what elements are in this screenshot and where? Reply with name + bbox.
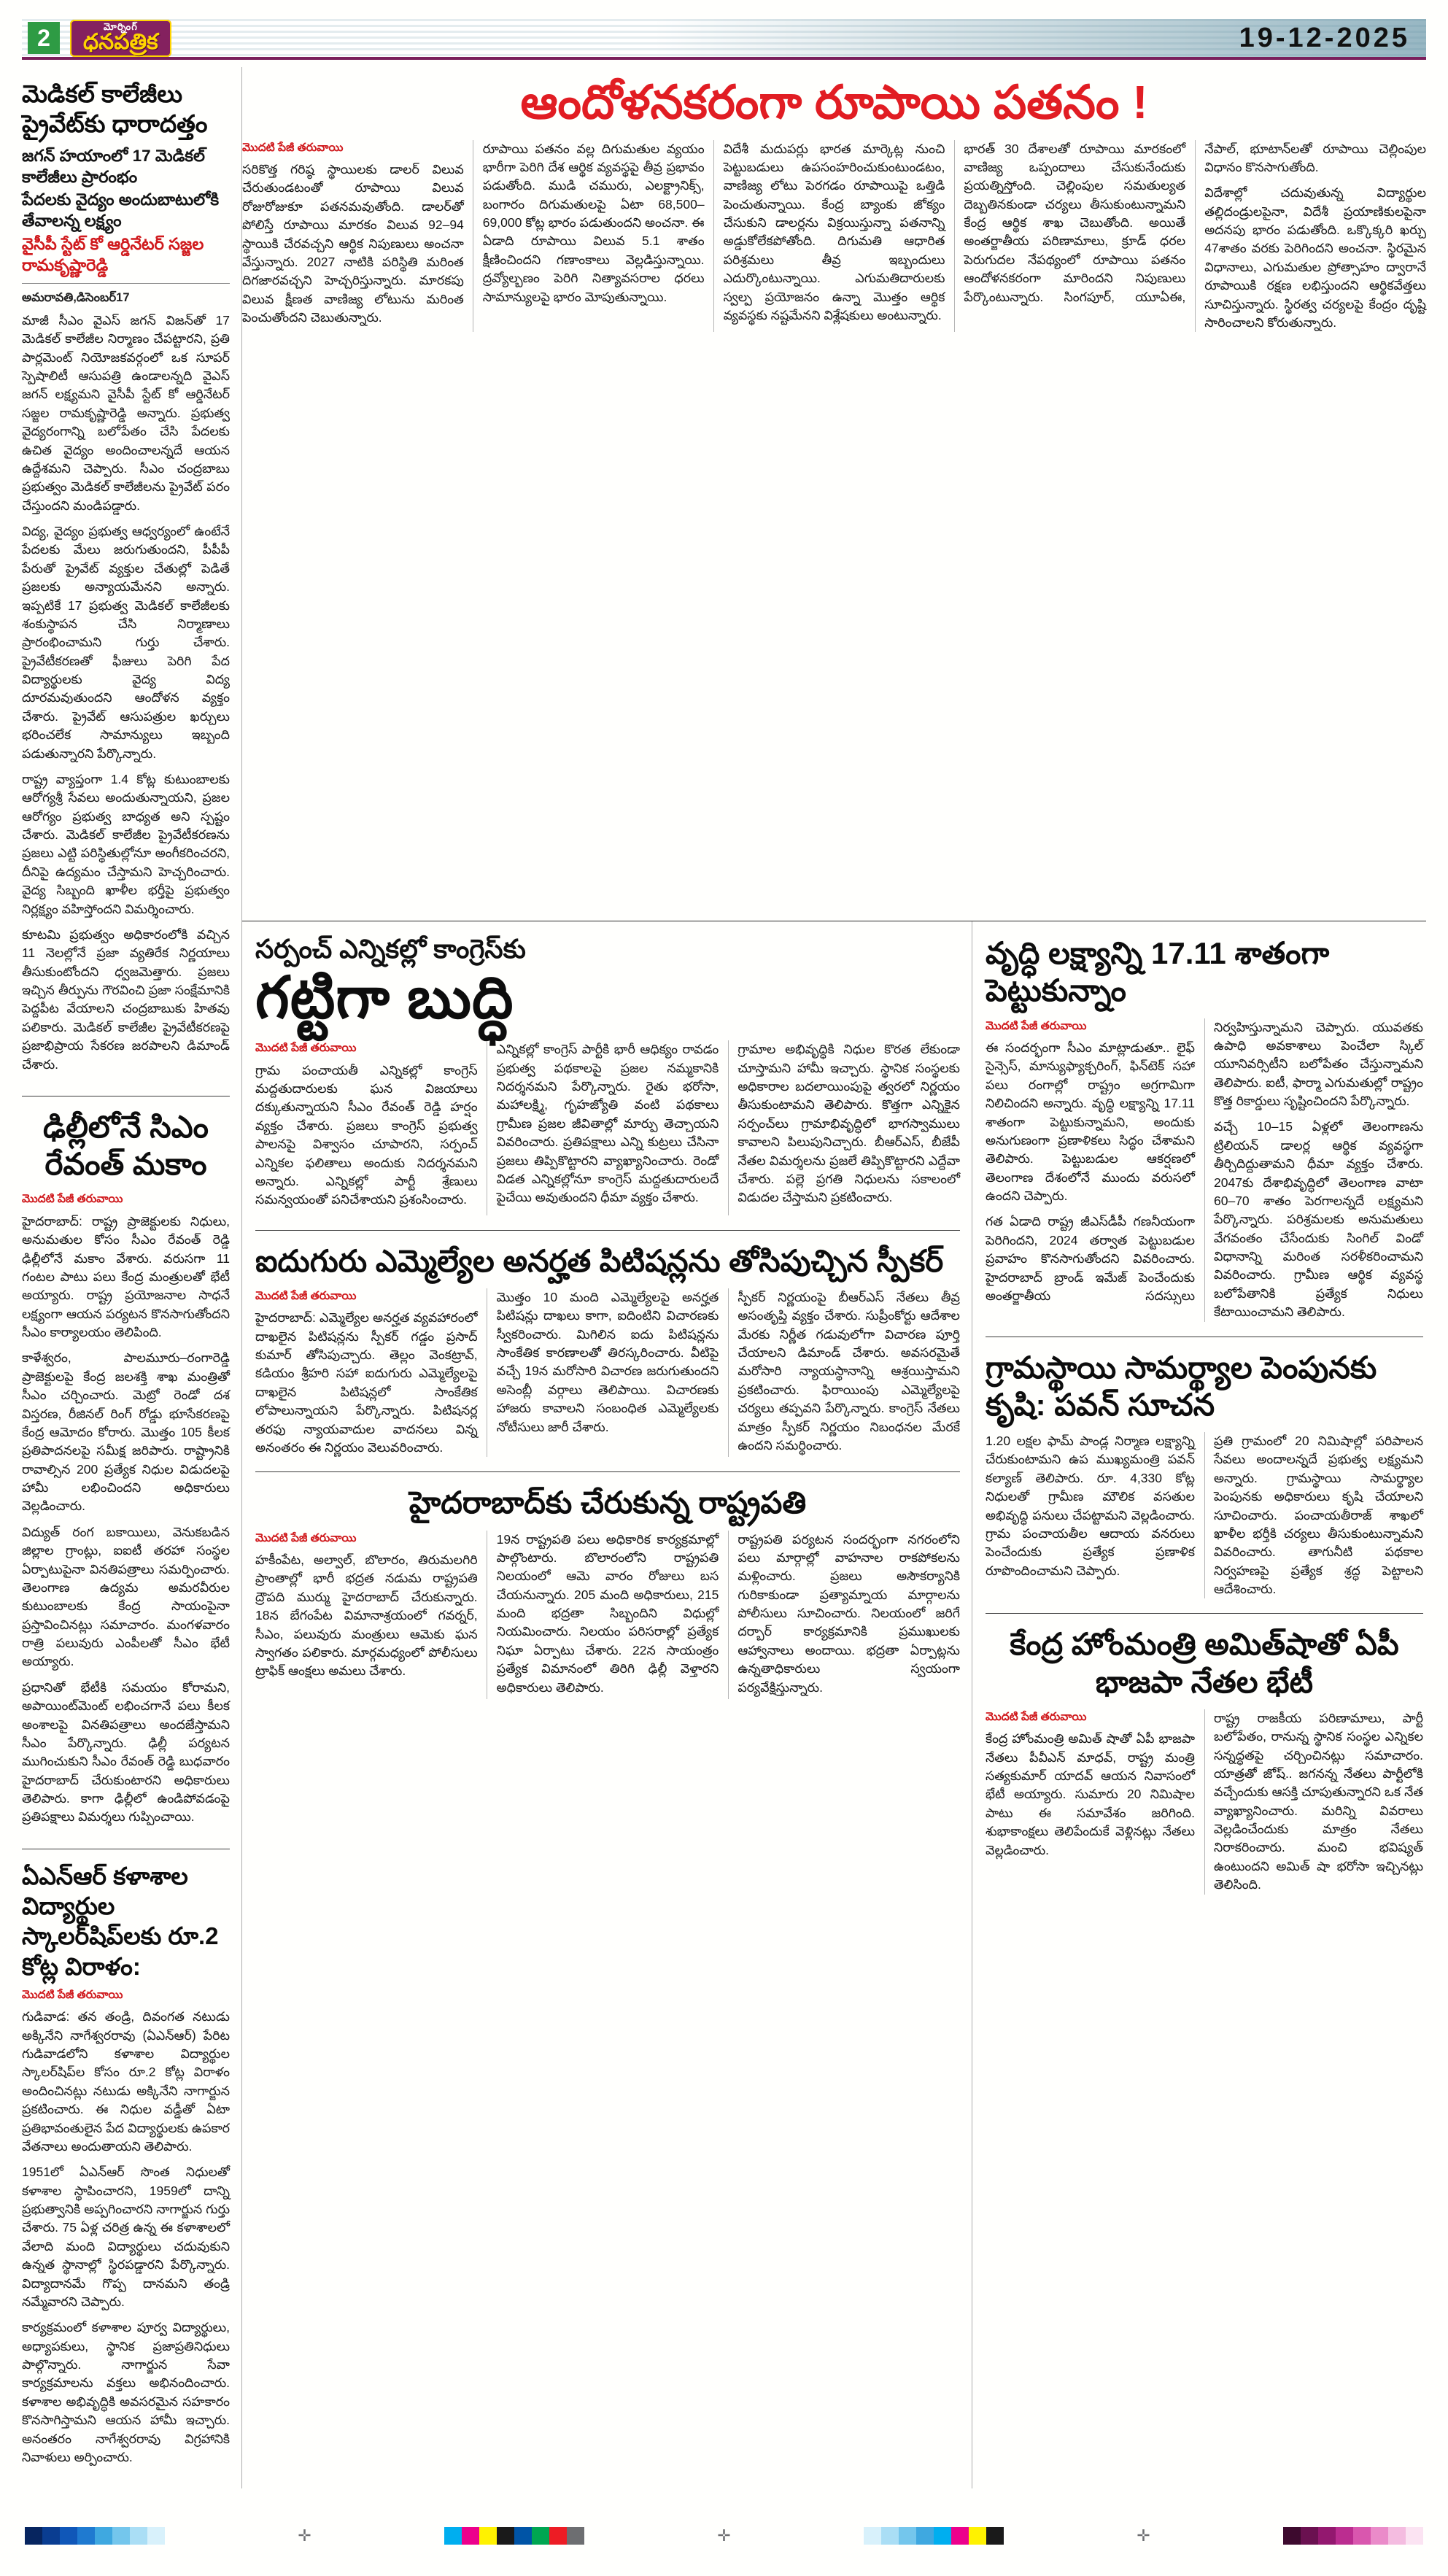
paragraph: విద్యుత్ రంగ బకాయిలు, వెనుకబడిన జిల్లాల గ్రాంట్లు, ఐఐటీ తరహా సంస్థల ఏర్పాటుపైనా వినతిపత్రాలు సమర్పించారు. తెలంగాణ ఉద్యమ అమరవీరుల కుటుంబాలకు కేంద్ర సాయంపైనా ప్రస్తావించినట్లు సమాచారం. మంగళవారం రాత్రి పలువురు ఎంపీలతో సీఎం భేటీ అయ్యారు.	[22, 1524, 230, 1669]
color-swatch	[1336, 2527, 1353, 2545]
delhi-cm-headline: ఢిల్లీలోనే సిఎం రేవంత్ మకాం	[43, 1109, 209, 1182]
color-swatch	[916, 2527, 934, 2545]
article-growth	[986, 927, 1423, 1331]
anr-body	[22, 1987, 230, 2467]
right-column	[972, 921, 1426, 2488]
speaker-continued-label: మొదటి పేజీ తరువాయి	[255, 1289, 357, 1302]
paragraph: మాజీ సీఎం వైఎస్ జగన్ విజన్‌తో 17 మెడికల్ కాలేజీల నిర్మాణం చేపట్టారని, ప్రతి పార్లమెంట్ నియోజకవర్గంలో ఒక సూపర్ స్పెషాలిటీ ఆసుపత్రి ఉండాలన్నది వైఎస్ జగన్ లక్ష్యమని వైసీపీ స్టేట్ కో ఆర్డినేటర్ సజ్జల రామకృష్ణారెడ్డి అన్నారు. ప్రభుత్వ వైద్యరంగాన్ని బలోపేతం చేసి పేదలకు ఉచిత వైద్యం అందించాలన్నదే ఆయన ఉద్దేశమని చెప్పారు. సీఎం చంద్రబాబు ప్రభుత్వం మెడికల్ కాలేజీలను ప్రైవేట్ పరం చేస్తుందని మండిపడ్డారు.	[22, 312, 230, 513]
paragraph: గ్రామ పంచాయతీ ఎన్నికల్లో కాంగ్రెస్ మద్దతుదారులకు ఘన విజయాలు దక్కుతున్నాయని సీఎం రేవంత్ రెడ్డి హర్షం వ్యక్తం చేశారు. ప్రజలు కాంగ్రెస్ ప్రభుత్వ పాలనపై విశ్వాసం చూపారని, సర్పంచ్ ఎన్నికల ఫలితాలు అందుకు నిదర్శనమని అన్నారు. ఎన్నికల్లో పార్టీ శ్రేణులు సమన్వయంతో పనిచేశాయని ప్రశంసించారు.	[255, 1062, 478, 1207]
registration-mark-icon: ✛	[298, 2526, 311, 2545]
article-anr-scholarship	[22, 1849, 230, 2484]
rupee-headline: ఆందోళనకరంగా రూపాయి పతనం !	[520, 76, 1148, 128]
color-swatch	[444, 2527, 462, 2545]
color-swatch	[1318, 2527, 1336, 2545]
color-swatch	[77, 2527, 95, 2545]
paragraph: విదేశీ మదుపర్లు భారత మార్కెట్ల నుంచి పెట్టుబడులు ఉపసంహరించుకుంటుండటం, వాణిజ్య లోటు పెరగడం రూపాయిపై ఒత్తిడి పెంచుతున్నాయి. కేంద్ర బ్యాంకు జోక్యం చేసుకుని డాలర్లను విక్రయిస్తున్నా పతనాన్ని అడ్డుకోలేకపోతోంది. దిగుమతి ఆధారిత పరిశ్రమలు తీవ్ర ఇబ్బందులు ఎదుర్కొంటున్నాయి. ఎగుమతిదారులకు స్వల్ప ప్రయోజనం ఉన్నా మొత్తం ఆర్థిక వ్యవస్థకు నష్టమేనని విశ్లేషకులు అంటున్నారు.	[723, 141, 945, 322]
article-president	[255, 1471, 960, 1709]
color-swatch	[1353, 2527, 1371, 2545]
registration-mark-icon: ✛	[1137, 2526, 1150, 2545]
rupee-body	[242, 140, 1426, 333]
paragraph: 1.20 లక్షల ఫామ్ పాండ్ల నిర్మాణ లక్ష్యాన్ని చేరుకుంటామని ఉప ముఖ్యమంత్రి పవన్ కల్యాణ్ తెలిపారు. రూ. 4,330 కోట్ల నిధులతో గ్రామీణ మౌలిక వసతుల అభివృద్ధి పనులు చేపట్టామని వెల్లడించారు. గ్రామ పంచాయతీల ఆదాయ వనరులు పెంచేందుకు ప్రత్యేక ప్రణాళిక రూపొందించామని చెప్పారు.	[986, 1434, 1195, 1578]
color-swatch	[42, 2527, 60, 2545]
sarpanch-body	[255, 1040, 960, 1215]
content-grid	[22, 67, 1426, 2488]
color-swatch	[951, 2527, 969, 2545]
delhi-cm-continued-label: మొదటి పేజీ తరువాయి	[22, 1193, 123, 1206]
paragraph: హకీంపేట, అల్వాల్, బొలారం, తిరుమలగిరి ప్రాంతాల్లో భారీ భద్రత నడుమ రాష్ట్రపతి ద్రౌపది ముర్ము హైదరాబాద్ చేరుకున్నారు. 18న బేగంపేట విమానాశ్రయంలో గవర్నర్, సీఎం, పలువురు మంత్రులు ఆమెకు ఘన స్వాగతం పలికారు. మార్గమధ్యంలో పోలీసులు ట్రాఫిక్ ఆంక్షలు అమలు చేశారు.	[255, 1552, 478, 1679]
amitshah-headline: కేంద్ర హోంమంత్రి అమిత్‌షాతో ఏపీ భాజపా నేతల భేటీ	[1010, 1627, 1399, 1699]
color-swatch	[567, 2527, 584, 2545]
delhi-cm-body	[22, 1191, 230, 1826]
print-calibration-bars	[0, 2526, 1448, 2545]
paragraph: 19న రాష్ట్రపతి పలు అధికారిక కార్యక్రమాల్లో పాల్గొంటారు. బొలారంలోని రాష్ట్రపతి నిలయంలో ఆమె వారం రోజులు బస చేయనున్నారు. 205 మంది అధికారులు, 215 మంది భద్రతా సిబ్బందిని విధుల్లో నియమించారు. నిలయం పరిసరాల్లో ప్రత్యేక నిఘా ఏర్పాటు చేశారు. 22న సాయంత్రం ప్రత్యేక విమానంలో తిరిగి ఢిల్లీ వెళ్తారని అధికారులు తెలిపారు.	[496, 1531, 719, 1695]
paragraph: స్పీకర్ నిర్ణయంపై బీఆర్ఎస్ నేతలు తీవ్ర అసంతృప్తి వ్యక్తం చేశారు. సుప్రీంకోర్టు ఆదేశాల మేరకు నిర్ణీత గడువులోగా విచారణ పూర్తి చేయాలని డిమాండ్ చేశారు. అవసరమైతే మరోసారి న్యాయస్థానాన్ని ఆశ్రయిస్తామని ప్రకటించారు. ఫిరాయింపు ఎమ్మెల్యేలపై చర్యలు తప్పవని పేర్కొన్నారు. కాంగ్రెస్ నేతలు మాత్రం స్పీకర్ నిర్ణయం నిబంధనల మేరకే ఉందని సమర్థించారు.	[737, 1289, 960, 1453]
calibration-swatch-group-process-right	[864, 2527, 1004, 2545]
medical-subhead-1: జగన్ హయాంలో 17 మెడికల్ కాలేజీలు ప్రారంభం	[22, 146, 206, 186]
paragraph: మొత్తం 10 మంది ఎమ్మెల్యేలపై అనర్హత పిటిషన్లు దాఖలు కాగా, ఐదింటిని విచారణకు స్వీకరించారు. మిగిలిన ఐదు పిటిషన్లను సాంకేతిక కారణాలతో తిరస్కరించారు. వీటిపై వచ్చే 19న మరోసారి విచారణ జరుగుతుందని అసెంబ్లీ వర్గాలు తెలిపాయి. విచారణకు హాజరు కావాలని సంబంధిత ఎమ్మెల్యేలకు నోటీసులు జారీ చేశారు.	[496, 1289, 719, 1434]
color-swatch	[147, 2527, 165, 2545]
speaker-body	[255, 1288, 960, 1457]
color-swatch	[1406, 2527, 1423, 2545]
paragraph: కాళేశ్వరం, పాలమూరు–రంగారెడ్డి ప్రాజెక్టులపై కేంద్ర జలశక్తి శాఖ మంత్రితో సీఎం చర్చించారు. మెట్రో రెండో దశ విస్తరణ, రీజినల్ రింగ్ రోడ్డు భూసేకరణపై కేంద్ర ఆమోదం కోరారు. మొత్తం 105 కీలక ప్రతిపాదనలపై సమీక్ష జరిపారు. రాష్ట్రానికి రావాల్సిన 200 ప్రత్యేక నిధుల విడుదలపై హామీ లభించిందని అధికారులు వెల్లడించారు.	[22, 1350, 230, 1514]
left-column	[22, 67, 242, 2488]
color-swatch	[969, 2527, 986, 2545]
color-swatch	[1283, 2527, 1301, 2545]
page-number: 2	[28, 22, 60, 54]
medical-headline: మెడికల్ కాలేజీలు ప్రైవేట్‌కు ధారాదత్తం	[22, 80, 208, 138]
article-amitshah	[986, 1613, 1423, 1904]
center-column	[242, 921, 972, 2488]
paragraph: సరికొత్త గరిష్ఠ స్థాయిలకు డాలర్ విలువ చేరుతుండటంతో రూపాయి విలువ రోజురోజుకూ పతనమవుతోంది. డాలర్‌తో పోలిస్తే రూపాయి మారకం విలువ 92–94 స్థాయికి చేరవచ్చని ఆర్థిక నిపుణులు అంచనా వేస్తున్నారు. 2027 నాటికి పరిస్థితి మరింత దిగజారవచ్చని హెచ్చరిస్తున్నారు. మారకపు విలువ క్షీణత వాణిజ్య లోటును మరింత పెంచుతోందని చెబుతున్నారు.	[242, 162, 464, 325]
medical-subhead-2: పేదలకు వైద్యం అందుబాటులోకి తేవాలన్న లక్ష్యం	[22, 190, 220, 231]
paragraph: ప్రతి గ్రామంలో 20 నిమిషాల్లో పరిపాలన సేవలు అందాలన్నదే ప్రభుత్వ లక్ష్యమని అన్నారు. గ్రామస్థాయి సామర్థ్యాల పెంపునకు అధికారులు కృషి చేయాలని సూచించారు. పంచాయతీరాజ్ శాఖలో ఖాళీల భర్తీకి చర్యలు తీసుకుంటున్నామని వివరించారు. తాగునీటి పథకాల నిర్వహణపై ప్రత్యేక శ్రద్ధ పెట్టాలని ఆదేశించారు.	[1214, 1434, 1423, 1596]
paragraph: రాష్ట్రపతి పర్యటన సందర్భంగా నగరంలోని పలు మార్గాల్లో వాహనాల రాకపోకలను మళ్లించారు. ప్రజలు అసౌకర్యానికి గురికాకుండా ప్రత్యామ్నాయ మార్గాలను పోలీసులు సూచించారు. నిలయంలో జరిగే దర్బార్ కార్యక్రమానికి ప్రముఖులకు ఆహ్వానాలు అందాయి. భద్రతా ఏర్పాట్లను ఉన్నతాధికారులు స్వయంగా పర్యవేక్షిస్తున్నారు.	[737, 1531, 960, 1695]
growth-body	[986, 1018, 1423, 1322]
article-delhi-cm	[22, 1096, 230, 1844]
rupee-continued-label: మొదటి పేజీ తరువాయి	[242, 141, 344, 154]
paragraph: వచ్చే 10–15 ఏళ్లలో తెలంగాణను ట్రిలియన్ డాలర్ల ఆర్థిక వ్యవస్థగా తీర్చిదిద్దుతామని ధీమా వ్యక్తం చేశారు. 2047కు దేశాభివృద్ధిలో తెలంగాణ వాటా 60–70 శాతం పెరగాలన్నదే లక్ష్యమని పేర్కొన్నారు. పరిశ్రమలకు అనుమతులు వేగవంతం చేసేందుకు సింగిల్ విండో విధానాన్ని మరింత సరళీకరించామని వివరించారు. గ్రామీణ ఆర్థిక వ్యవస్థ బలోపేతానికి ప్రత్యేక నిధులు కేటాయించామని తెలిపారు.	[1214, 1119, 1423, 1320]
paragraph: రాష్ట్ర వ్యాప్తంగా 1.4 కోట్ల కుటుంబాలకు ఆరోగ్యశ్రీ సేవలు అందుతున్నాయని, ప్రజల ఆరోగ్యం ప్రభుత్వ బాధ్యత అని స్పష్టం చేశారు. మెడికల్ కాలేజీల ప్రైవేటీకరణను ప్రజలు ఎట్టి పరిస్థితుల్లోనూ అంగీకరించరని, దీనిపై ఉద్యమం చేస్తామని హెచ్చరించారు. వైద్య సిబ్బంది ఖాళీల భర్తీపై ప్రభుత్వం నిర్లక్ష్యం వహిస్తోందని విమర్శించారు.	[22, 771, 230, 916]
speaker-headline: ఐదుగురు ఎమ్మెల్యేల అనర్హత పిటిషన్లను తోసిపుచ్చిన స్పీకర్	[255, 1243, 944, 1278]
color-swatch	[934, 2527, 951, 2545]
article-rupee	[242, 67, 1426, 921]
paragraph: ప్రధానితో భేటీకి సమయం కోరామని, అపాయింట్‌మెంట్ లభించగానే పలు కీలక అంశాలపై వినతిపత్రాలు అందజేస్తామని సీఎం పేర్కొన్నారు. ఢిల్లీ పర్యటన ముగించుకుని సీఎం రేవంత్ రెడ్డి బుధవారం హైదరాబాద్ చేరుకుంటారని అధికారులు తెలిపారు. కాగా ఢిల్లీలో ఉండిపోవడంపై ప్రతిపక్షాలు విమర్శలు గుప్పించాయి.	[22, 1679, 230, 1825]
president-body	[255, 1531, 960, 1699]
growth-continued-label: మొదటి పేజీ తరువాయి	[986, 1019, 1087, 1032]
paragraph: ఎన్నికల్లో కాంగ్రెస్ పార్టీకి భారీ ఆధిక్యం రావడం ప్రభుత్వ పథకాలపై ప్రజల నమ్మకానికి నిదర్శనమని పేర్కొన్నారు. రైతు భరోసా, మహాలక్ష్మి, గృహజ్యోతి వంటి పథకాలు గ్రామీణ ప్రజల జీవితాల్లో మార్పు తెచ్చాయని వివరించారు. ప్రతిపక్షాలు ఎన్ని కుట్రలు చేసినా ప్రజలు తిప్పికొట్టారని వ్యాఖ్యానించారు. రెండో విడత ఎన్నికల్లోనూ కాంగ్రెస్ మద్దతుదారులదే పైచేయి అవుతుందని ధీమా వ్యక్తం చేశారు.	[496, 1042, 719, 1205]
color-swatch	[1371, 2527, 1388, 2545]
paragraph: 1951లో ఏఎన్ఆర్ సొంత నిధులతో కళాశాల స్థాపించారని, 1959లో దాన్ని ప్రభుత్వానికి అప్పగించారని నాగార్జున గుర్తు చేశారు. 75 ఏళ్ల చరిత్ర ఉన్న ఈ కళాశాలలో వేలాది మంది విద్యార్థులు చదువుకుని ఉన్నత స్థానాల్లో స్థిరపడ్డారని పేర్కొన్నారు. విద్యాదానమే గొప్ప దానమని తండ్రి నమ్మేవారని చెప్పారు.	[22, 2165, 230, 2309]
page-header	[22, 19, 1426, 60]
paragraph: రాష్ట్ర రాజకీయ పరిణామాలు, పార్టీ బలోపేతం, రానున్న స్థానిక సంస్థల ఎన్నికల సన్నద్ధతపై చర్చించినట్లు సమాచారం. యాత్రతో జోష్.. జగనన్న నేతలు పార్టీలోకి వచ్చేందుకు ఆసక్తి చూపుతున్నారని ఒక నేత వ్యాఖ్యానించారు. మరిన్ని వివరాలు వెల్లడించేందుకు మాత్రం నేతలు నిరాకరించారు. మంచి భవిష్యత్ ఉంటుందని అమిత్ షా భరోసా ఇచ్చినట్లు తెలిసింది.	[1214, 1710, 1423, 1892]
paragraph: కూటమి ప్రభుత్వం అధికారంలోకి వచ్చిన 11 నెలల్లోనే ప్రజా వ్యతిరేక నిర్ణయాలు తీసుకుంటోందని ధ్వజమెత్తారు. ప్రజలు ఇచ్చిన తీర్పును గౌరవించి ప్రజా సంక్షేమానికి పెద్దపీట వేయాలని చంద్రబాబుకు హితవు పలికారు. మెడికల్ కాలేజీల ప్రైవేటీకరణపై ప్రజాభిప్రాయ సేకరణ జరపాలని డిమాండ్ చేశారు.	[22, 927, 230, 1072]
paragraph: విద్య, వైద్యం ప్రభుత్వ ఆధ్వర్యంలో ఉంటేనే పేదలకు మేలు జరుగుతుందని, పీపీపీ పేరుతో ప్రైవేట్ వ్యక్తుల చేతుల్లో పెడితే ప్రజలకు అన్యాయమేనని అన్నారు. ఇప్పటికే 17 ప్రభుత్వ మెడికల్ కాలేజీలకు శంకుస్థాపన చేసి నిర్మాణాలు ప్రారంభించామని గుర్తు చేశారు. ప్రైవేటీకరణతో ఫీజులు పెరిగి పేద విద్యార్థులకు వైద్య విద్య దూరమవుతుందని ఆందోళన వ్యక్తం చేశారు. ప్రైవేట్ ఆసుపత్రుల ఖర్చులు భరించలేక సామాన్యులు ఇబ్బంది పడుతున్నారని పేర్కొన్నారు.	[22, 524, 230, 761]
color-swatch	[881, 2527, 899, 2545]
color-swatch	[112, 2527, 130, 2545]
medical-body	[22, 290, 230, 1074]
paragraph: ఈ సందర్భంగా సీఎం మాట్లాడుతూ.. లైఫ్ సైన్సెస్, మాన్యుఫ్యాక్చరింగ్, ఫిన్‌టెక్ సహా పలు రంగాల్లో రాష్ట్రం అగ్రగామిగా నిలిచిందని అన్నారు. వృద్ధి లక్ష్యాన్ని 17.11 శాతంగా పెట్టుకున్నామని, అందుకు అనుగుణంగా ప్రణాళికలు సిద్ధం చేశామని తెలిపారు. పెట్టుబడుల ఆకర్షణలో తెలంగాణ దేశంలోనే ముందు వరుసలో ఉందని చెప్పారు.	[986, 1040, 1195, 1203]
color-swatch	[130, 2527, 147, 2545]
paragraph: కార్యక్రమంలో కళాశాల పూర్వ విద్యార్థులు, అధ్యాపకులు, స్థానిక ప్రజాప్రతినిధులు పాల్గొన్నారు. నాగార్జున సేవా కార్యక్రమాలను వక్తలు అభినందించారు. కళాశాల అభివృద్ధికి అవసరమైన సహకారం కొనసాగిస్తామని ఆయన హామీ ఇచ్చారు. అనంతరం నాగేశ్వరరావు విగ్రహానికి నివాళులు అర్పించారు.	[22, 2320, 230, 2464]
anr-headline: ఏఎన్ఆర్ కళాశాల విద్యార్థుల స్కాలర్‌షిప్‌లకు రూ.2 కోట్ల విరాళం:	[22, 1862, 219, 1980]
color-swatch	[549, 2527, 567, 2545]
color-swatch	[25, 2527, 42, 2545]
anr-continued-label: మొదటి పేజీ తరువాయి	[22, 1988, 123, 2001]
pawan-headline: గ్రామస్థాయి సామర్థ్యాల పెంపునకు కృషి: పవన్ సూచన	[986, 1350, 1377, 1422]
paragraph: కేంద్ర హోంమంత్రి అమిత్ షాతో ఏపీ భాజపా నేతలు పీవీఎన్ మాధవ్, రాష్ట్ర మంత్రి సత్యకుమార్ యాదవ్ ఆయన నివాసంలో భేటీ అయ్యారు. సుమారు 20 నిమిషాల పాటు ఈ సమావేశం జరిగింది. శుభాకాంక్షలు తెలిపేందుకే వెళ్లినట్లు నేతలు వెల్లడించారు.	[986, 1731, 1195, 1857]
president-headline: హైదరాబాద్‌కు చేరుకున్న రాష్ట్రపతి	[409, 1485, 807, 1520]
color-swatch	[514, 2527, 532, 2545]
medical-dateline: అమరావతి,డిసెంబర్17	[22, 291, 130, 304]
masthead-logo	[70, 20, 171, 57]
paragraph: హైదరాబాద్: రాష్ట్ర ప్రాజెక్టులకు నిధులు, అనుమతుల కోసం సీఎం రేవంత్ రెడ్డి ఢిల్లీలోనే మకాం వేశారు. వరుసగా 11 గంటల పాటు పలు కేంద్ర మంత్రులతో భేటీ అయ్యారు. రాష్ట్ర ప్రయోజనాల సాధనే లక్ష్యంగా ఆయన పర్యటన కొనసాగుతోందని సీఎం కార్యాలయం తెలిపింది.	[22, 1213, 230, 1340]
medical-subhead-byline: వైసీపీ స్టేట్ కో ఆర్డినేటర్ సజ్జల రామకృష్ణారెడ్డి	[22, 234, 204, 274]
color-swatch	[1301, 2527, 1318, 2545]
paragraph: హైదరాబాద్: ఎమ్మెల్యేల అనర్హత వ్యవహారంలో దాఖలైన పిటిషన్లను స్పీకర్ గడ్డం ప్రసాద్ కుమార్ తోసిపుచ్చారు. తెల్లం వెంకట్రావ్, కడియం శ్రీహరి సహా ఐదుగురు ఎమ్మెల్యేలపై దాఖలైన పిటిషన్లలో సాంకేతిక లోపాలున్నాయని పేర్కొన్నారు. పిటిషనర్ల తరఫు న్యాయవాదుల వాదనలు విన్న అనంతరం ఈ నిర్ణయం వెలువరించారు.	[255, 1310, 478, 1455]
article-sarpanch	[255, 927, 960, 1226]
color-swatch	[899, 2527, 916, 2545]
paragraph: గత ఏడాది రాష్ట్ర జీఎస్‌డీపీ గణనీయంగా పెరిగిందని, 2024 తర్వాత పెట్టుబడుల ప్రవాహం కొనసాగుతోందని వివరించారు. హైదరాబాద్ బ్రాండ్ ఇమేజ్ పెంచేందుకు అంతర్జాతీయ సదస్సులు నిర్వహిస్తున్నామని చెప్పారు. యువతకు ఉపాధి అవకాశాలు పెంచేలా స్కిల్ యూనివర్సిటీని బలోపేతం చేస్తున్నామని తెలిపారు. ఐటీ, ఫార్మా ఎగుమతుల్లో రాష్ట్రం కొత్త రికార్డులు సృష్టించిందని పేర్కొన్నారు.	[986, 1019, 1423, 1303]
article-medical	[22, 71, 230, 1091]
calibration-swatch-group-blues	[25, 2527, 165, 2545]
calibration-swatch-group-process-left	[444, 2527, 584, 2545]
paragraph: రూపాయి పతనం వల్ల దిగుమతుల వ్యయం భారీగా పెరిగి దేశ ఆర్థిక వ్యవస్థపై తీవ్ర ప్రభావం పడుతోంది. ముడి చమురు, ఎలక్ట్రానిక్స్, బంగారం దిగుమతులపై ఏటా 68,500–69,000 కోట్ల భారం పడుతుందని అంచనా. ఈ ఏడాది రూపాయి విలువ 5.1 శాతం క్షీణించిందని గణాంకాలు వెల్లడిస్తున్నాయి. ద్రవ్యోల్బణం పెరిగి నిత్యావసరాల ధరలు సామాన్యులపై భారం మోపుతున్నాయి.	[482, 141, 705, 304]
color-swatch	[1388, 2527, 1406, 2545]
sarpanch-kicker: సర్పంచ్ ఎన్నికల్లో కాంగ్రెస్‌కు	[255, 934, 526, 964]
color-swatch	[462, 2527, 479, 2545]
amitshah-body	[986, 1709, 1423, 1895]
edition-date: 19-12-2025	[1239, 22, 1410, 53]
growth-headline: వృద్ధి లక్ష్యాన్ని 17.11 శాతంగా పెట్టుకున్నాం	[986, 936, 1330, 1008]
amitshah-continued-label: మొదటి పేజీ తరువాయి	[986, 1710, 1087, 1723]
registration-mark-icon: ✛	[717, 2526, 731, 2545]
calibration-swatch-group-magentas	[1283, 2527, 1423, 2545]
sarpanch-headline: గట్టిగా బుద్ధి	[255, 965, 514, 1031]
medical-header-block	[22, 79, 230, 284]
paragraph: గ్రామాల అభివృద్ధికి నిధుల కొరత లేకుండా చూస్తామని హామీ ఇచ్చారు. స్థానిక సంస్థలకు అధికారాల బదలాయింపుపై త్వరలో నిర్ణయం తీసుకుంటామని తెలిపారు. కొత్తగా ఎన్నికైన సర్పంచ్‌లు గ్రామాభివృద్ధిలో భాగస్వాములు కావాలని పిలుపునిచ్చారు. బీఆర్ఎస్, బీజేపీ నేతల విమర్శలను ప్రజలే తిప్పికొట్టారని ఎద్దేవా చేశారు. పల్లె ప్రగతి నిధులను సకాలంలో విడుదల చేస్తామని ప్రకటించారు.	[737, 1042, 960, 1205]
paragraph: విదేశాల్లో చదువుతున్న విద్యార్థుల తల్లిదండ్రులపైనా, విదేశీ ప్రయాణికులపైనా అదనపు భారం పడుతోంది. ఒక్కొక్కరి ఖర్చు 47శాతం వరకు పెరిగిందని అంచనా. స్థిరమైన విధానాలు, ఎగుమతుల ప్రోత్సాహం ద్వారానే రూపాయికి రక్షణ లభిస్తుందని ఆర్థికవేత్తలు సూచిస్తున్నారు. స్థిరత్వ చర్యలపై కేంద్రం దృష్టి సారించాలని కోరుతున్నారు.	[1204, 185, 1426, 330]
color-swatch	[60, 2527, 77, 2545]
pawan-body	[986, 1432, 1423, 1598]
color-swatch	[532, 2527, 549, 2545]
article-speaker	[255, 1230, 960, 1468]
sarpanch-continued-label: మొదటి పేజీ తరువాయి	[255, 1042, 357, 1055]
article-pawan	[986, 1337, 1423, 1609]
color-swatch	[479, 2527, 497, 2545]
masthead-prefix: మోర్నింగ్	[103, 20, 138, 32]
president-continued-label: మొదటి పేజీ తరువాయి	[255, 1531, 357, 1544]
color-swatch	[986, 2527, 1004, 2545]
paragraph: భారత్ 30 దేశాలతో రూపాయి మారకంలో వాణిజ్య ఒప్పందాలు చేసుకునేందుకు ప్రయత్నిస్తోంది. చెల్లింపుల సమతుల్యత దెబ్బతినకుండా చర్యలు తీసుకుంటున్నామని కేంద్ర ఆర్థిక శాఖ చెబుతోంది. అయితే అంతర్జాతీయ పరిణామాలు, క్రూడ్ ధరల పెరుగుదల నేపథ్యంలో రూపాయి పతనం ఆందోళనకరంగా మారిందని నిపుణులు పేర్కొంటున్నారు. సింగపూర్, యూఏఈ, నేపాల్, భూటాన్‌లతో రూపాయి చెల్లింపుల విధానం కొనసాగుతోంది.	[964, 141, 1426, 304]
color-swatch	[95, 2527, 112, 2545]
paragraph: గుడివాడ: తన తండ్రి, దివంగత నటుడు అక్కినేని నాగేశ్వరరావు (ఏఎన్ఆర్) పేరిట గుడివాడలోని కళాశాల విద్యార్థుల స్కాలర్‌షిప్‌ల కోసం రూ.2 కోట్ల విరాళం అందించినట్లు నటుడు అక్కినేని నాగార్జున ప్రకటించారు. ఈ నిధుల వడ్డీతో ఏటా ప్రతిభావంతులైన పేద విద్యార్థులకు ఉపకార వేతనాలు అందుతాయని తెలిపారు.	[22, 2009, 230, 2154]
color-swatch	[497, 2527, 514, 2545]
color-swatch	[864, 2527, 881, 2545]
masthead-title: ధనపత్రిక	[83, 29, 158, 54]
